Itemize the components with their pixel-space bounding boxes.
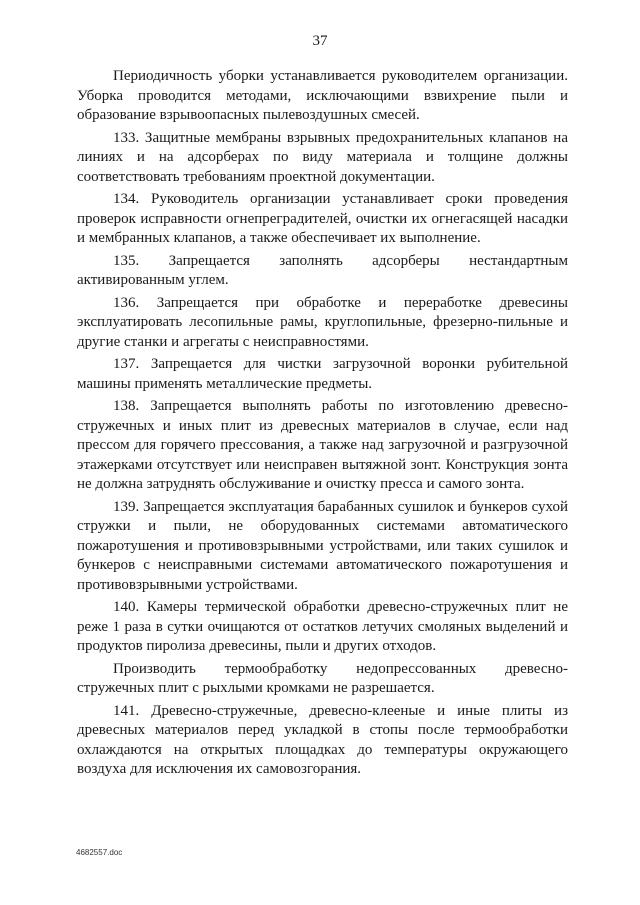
paragraph-135: 135. Запрещается заполнять адсорберы нестандартным активированным углем. <box>77 252 568 288</box>
page-number: 37 <box>312 33 328 49</box>
paragraph-137: 137. Запрещается для чистки загрузочной воронки рубительной машины применять металлические предметы. <box>77 356 568 392</box>
paragraph-140-continued: Производить термообработку недопрессованных древесно-стружечных плит с рыхлыми кромками не разрешается. <box>77 660 568 696</box>
paragraph-133: 133. Защитные мембраны взрывных предохранительных клапанов на линиях и на адсорберах по виду материала и толщине должны соответствовать требованиям проектной документации. <box>77 129 568 185</box>
document-body <box>77 67 568 783</box>
paragraph-134: 134. Руководитель организации устанавливает сроки проведения проверок исправности огнепреградителей, очистки их огнегасящей насадки и мембранных клапанов, а также обеспечивает их выполнение. <box>77 191 568 246</box>
paragraph-138: 138. Запрещается выполнять работы по изготовлению древесно-стружечных и иных плит из древесных материалов в случае, если над прессом для горячего прессования, а также над загрузочной и разгрузочной этажерками отсутствует или неисправен вытяжной зонт. Конструкция зонта не должна затруднять обслуживание и очистку пресса и самого зонта. <box>77 398 568 492</box>
paragraph-141: 141. Древесно-стружечные, древесно-клееные и иные плиты из древесных материалов перед укладкой в стопы после термообработки охлаждаются на открытых площадках до температуры окружающего воздуха для исключения их самовозгорания. <box>77 702 568 777</box>
footer-filename: 4682557.doc <box>76 848 123 857</box>
paragraph-136: 136. Запрещается при обработке и переработке древесины эксплуатировать лесопильные рамы, круглопильные, фрезерно-пильные и другие станки и агрегаты с неисправностями. <box>77 294 568 350</box>
paragraph-140: 140. Камеры термической обработки древесно-стружечных плит не реже 1 раза в сутки очищаются от остатков летучих смоляных выделений и продуктов пиролиза древесины, пыли и других отходов. <box>77 599 568 654</box>
paragraph-139: 139. Запрещается эксплуатация барабанных сушилок и бункеров сухой стружки и пыли, не оборудованных системами автоматического пожаротушения и противовзрывными устройствами, или таких сушилок и бункеров с неисправными системами автоматического пожаротушения и противовзрывными устройствами. <box>77 498 568 593</box>
paragraph-cleaning-periodicity: Периодичность уборки устанавливается руководителем организации. Уборка проводится методами, исключающими взвихрение пыли и образование взрывоопасных пылевоздушных смесей. <box>77 68 568 123</box>
